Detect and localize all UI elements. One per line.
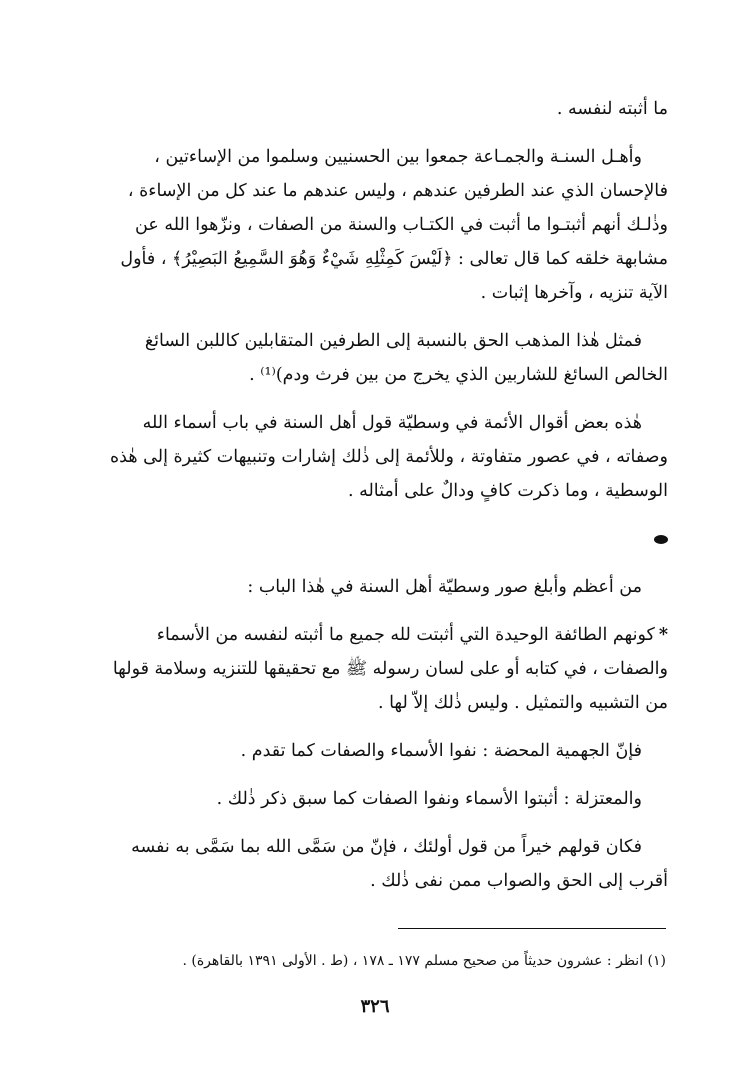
text-line: من أعظم وأبلغ صور وسطيّة أهل السنة في هٰذا الباب : — [247, 577, 642, 597]
text-line: الخالص السائغ للشاربين الذي يخرج من بين فرث ودم)⁽¹⁾ . — [249, 365, 668, 385]
paragraph-conclusion — [78, 830, 668, 898]
text-line: وذٰلـك أنهم أثبتـوا ما أثبت في الكتـاب والسنة من الصفات ، ونزّهوا الله عن — [135, 215, 668, 235]
paragraph-milk-analogy — [78, 324, 668, 392]
paragraph-intro-forms — [78, 570, 668, 604]
footnote-divider — [398, 928, 666, 929]
footnote: (١) انظر : عشرون حديثاً من صحيح مسلم ١٧٧ ـ ١٧٨ ، (ط . الأولى ١٣٩١ بالقاهرة) . — [182, 953, 666, 969]
text-line: فإنّ الجهمية المحضة : نفوا الأسماء والصفات كما تقدم . — [240, 741, 642, 761]
section-heading — [78, 522, 668, 556]
page-number: ٣٢٦ — [360, 996, 390, 1017]
asterisk-marker: * — [658, 625, 668, 645]
bullet-icon — [654, 535, 668, 544]
text-line: من التشبيه والتمثيل . وليس ذٰلك إلاّ لها . — [377, 693, 668, 713]
section-heading-line — [78, 522, 668, 556]
paragraph-jahmiyyah — [78, 734, 668, 768]
paragraph-mutazilah — [78, 782, 668, 816]
text-line: هٰذه بعض أقوال الأئمة في وسطيّة قول أهل السنة في باب أسماء الله — [142, 413, 642, 433]
text-line: وأهـل السنـة والجمـاعة جمعوا بين الحسنيين وسلموا من الإساءتين ، — [154, 147, 642, 167]
text-line: فمثل هٰذا المذهب الحق بالنسبة إلى الطرفين المتقابلين كاللبن السائغ — [144, 331, 642, 351]
text-line: أقرب إلى الحق والصواب ممن نفى ذٰلك . — [370, 871, 668, 891]
text-line: فالإحسان الذي عند الطرفين عندهم ، وليس عندهم ما عند كل من الإساءة ، — [127, 181, 668, 201]
text-line-quran-verse: مشابهة خلقه كما قال تعالى : ﴿لَيْسَ كَمِثْلِهِ شَيْءٌ وَهُوَ السَّمِيعُ البَصِيْرُ﴾ ، فأول — [120, 249, 668, 269]
paragraph-imams-sayings — [78, 406, 668, 508]
text-line: ما أثبته لنفسه . — [556, 99, 668, 119]
text-line: وصفاته ، في عصور متفاوتة ، وللأئمة إلى ذٰلك إشارات وتنبيهات كثيرة إلى هٰذه — [110, 447, 668, 467]
text-line: والصفات ، في كتابه أو على لسان رسوله ﷺ مع تحقيقها للتنزيه وسلامة قولها — [112, 659, 668, 679]
text-line — [78, 618, 668, 652]
page-body — [78, 92, 668, 912]
paragraph-continuation — [78, 92, 668, 126]
text-line: فكان قولهم خيراً من قول أولئك ، فإنّ من سَمَّى الله بما سَمَّى به نفسه — [131, 837, 642, 857]
paragraph-unique-group — [78, 618, 668, 720]
text-line: والمعتزلة : أثبتوا الأسماء ونفوا الصفات كما سبق ذكر ذٰلك . — [216, 789, 642, 809]
paragraph-ahl-sunnah — [78, 140, 668, 310]
text-span: كونهم الطائفة الوحيدة التي أثبتت لله جميع ما أثبته لنفسه من الأسماء — [156, 625, 655, 645]
text-line: الوسطية ، وما ذكرت كافٍ ودالٌ على أمثاله . — [347, 481, 668, 501]
text-line: الآية تنزيه ، وآخرها إثبات . — [480, 283, 668, 303]
